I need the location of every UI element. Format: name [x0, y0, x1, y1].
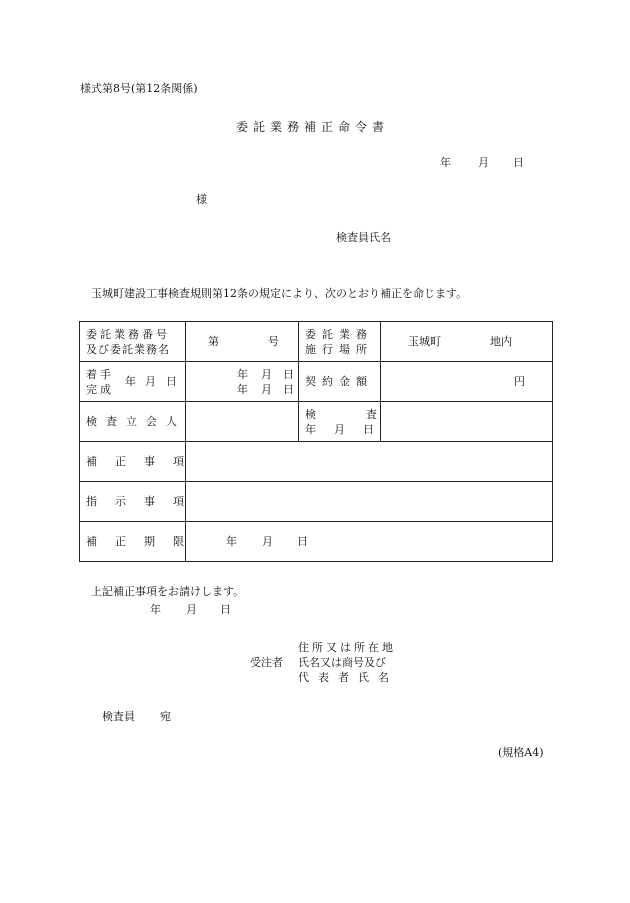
inspection-label: 検査 — [305, 408, 427, 421]
location-suffix: 地内 — [490, 335, 512, 348]
correction-items-label: 補正事項 — [86, 455, 202, 468]
correction-items-value-cell[interactable] — [186, 442, 553, 482]
inspection-label-cell — [299, 402, 427, 442]
acceptance-month: 月 — [186, 603, 197, 616]
correction-deadline-label: 補正期限 — [86, 535, 202, 548]
document-title: 委託業務補正命令書 — [236, 120, 390, 134]
intro-text: 玉城町建設工事検査規則第12条の規定により、次のとおり補正を命じます。 — [91, 287, 468, 300]
correction-deadline-value-cell[interactable] — [186, 522, 553, 562]
inspection-date-value-cell[interactable] — [381, 402, 553, 442]
table-row — [80, 322, 553, 362]
number-suffix: 号 — [268, 335, 279, 348]
representative-label: 代表者氏名 — [298, 671, 398, 684]
contract-amount-value-cell[interactable] — [381, 362, 553, 402]
witness-label-cell — [80, 402, 186, 442]
day-label: 日 — [513, 156, 524, 169]
addressee-suffix: 様 — [196, 193, 207, 206]
location-town: 玉城町 — [408, 335, 441, 348]
acceptance-text: 上記補正事項をお請けします。 — [91, 585, 245, 598]
correction-deadline-label-cell — [80, 522, 202, 562]
period-label-cell — [80, 362, 186, 402]
inspection-day-label: 日 — [363, 423, 374, 436]
witness-value-cell[interactable] — [186, 402, 299, 442]
complete-label: 完成 — [86, 383, 114, 396]
deadline-day: 日 — [297, 535, 308, 548]
table-row — [80, 362, 553, 402]
contract-unit: 円 — [514, 375, 525, 388]
table-row — [80, 402, 553, 442]
complete-day: 日 — [283, 383, 294, 396]
location-label-cell — [299, 322, 381, 362]
inspector-name-label: 検査員氏名 — [336, 231, 391, 244]
location-label-line1: 委託業務 — [305, 328, 373, 341]
business-name-label: 及び委託業務名 — [86, 343, 170, 356]
correction-items-label-cell — [80, 442, 202, 482]
instruction-items-label-cell — [80, 482, 202, 522]
complete-year: 年 — [237, 383, 248, 396]
acceptance-day: 日 — [220, 603, 231, 616]
inspector-label: 検査員 — [102, 710, 135, 723]
table-row — [80, 522, 553, 562]
start-year: 年 — [237, 368, 248, 381]
business-number-label: 委託業務番号 — [86, 328, 170, 341]
address-label: 住所又は所在地 — [298, 641, 396, 654]
paper-size-note: (規格A4) — [498, 746, 544, 759]
correction-form-table — [79, 321, 553, 562]
inspector-addressee-suffix: 宛 — [160, 710, 171, 723]
year-label: 年 — [440, 156, 451, 169]
table-row — [80, 482, 553, 522]
form-number: 様式第8号(第12条関係) — [80, 82, 198, 95]
business-number-value-cell[interactable] — [186, 322, 299, 362]
complete-month: 月 — [261, 383, 272, 396]
period-day-label: 日 — [166, 375, 177, 388]
location-value-cell[interactable] — [381, 322, 553, 362]
business-number-label-cell — [80, 322, 186, 362]
location-label-line2: 施行場所 — [305, 343, 373, 356]
period-year-label: 年 — [125, 375, 136, 388]
table-row — [80, 442, 553, 482]
inspection-month-label: 月 — [334, 423, 345, 436]
inspection-year-label: 年 — [305, 423, 316, 436]
deadline-month: 月 — [262, 535, 273, 548]
name-label: 氏名又は商号及び — [298, 656, 386, 669]
number-prefix: 第 — [208, 335, 219, 348]
deadline-year: 年 — [226, 535, 237, 548]
instruction-items-value-cell[interactable] — [186, 482, 553, 522]
period-month-label: 月 — [145, 375, 156, 388]
start-month: 月 — [261, 368, 272, 381]
acceptance-year: 年 — [150, 603, 161, 616]
start-label: 着手 — [86, 368, 114, 381]
start-day: 日 — [283, 368, 294, 381]
contract-amount-label-cell — [299, 362, 381, 402]
contract-amount-label: 契約金額 — [305, 375, 373, 388]
instruction-items-label: 指示事項 — [86, 495, 202, 508]
witness-label: 検査立会人 — [86, 415, 186, 428]
contractor-label: 受注者 — [250, 656, 283, 669]
period-value-cell[interactable] — [186, 362, 299, 402]
month-label: 月 — [478, 156, 489, 169]
